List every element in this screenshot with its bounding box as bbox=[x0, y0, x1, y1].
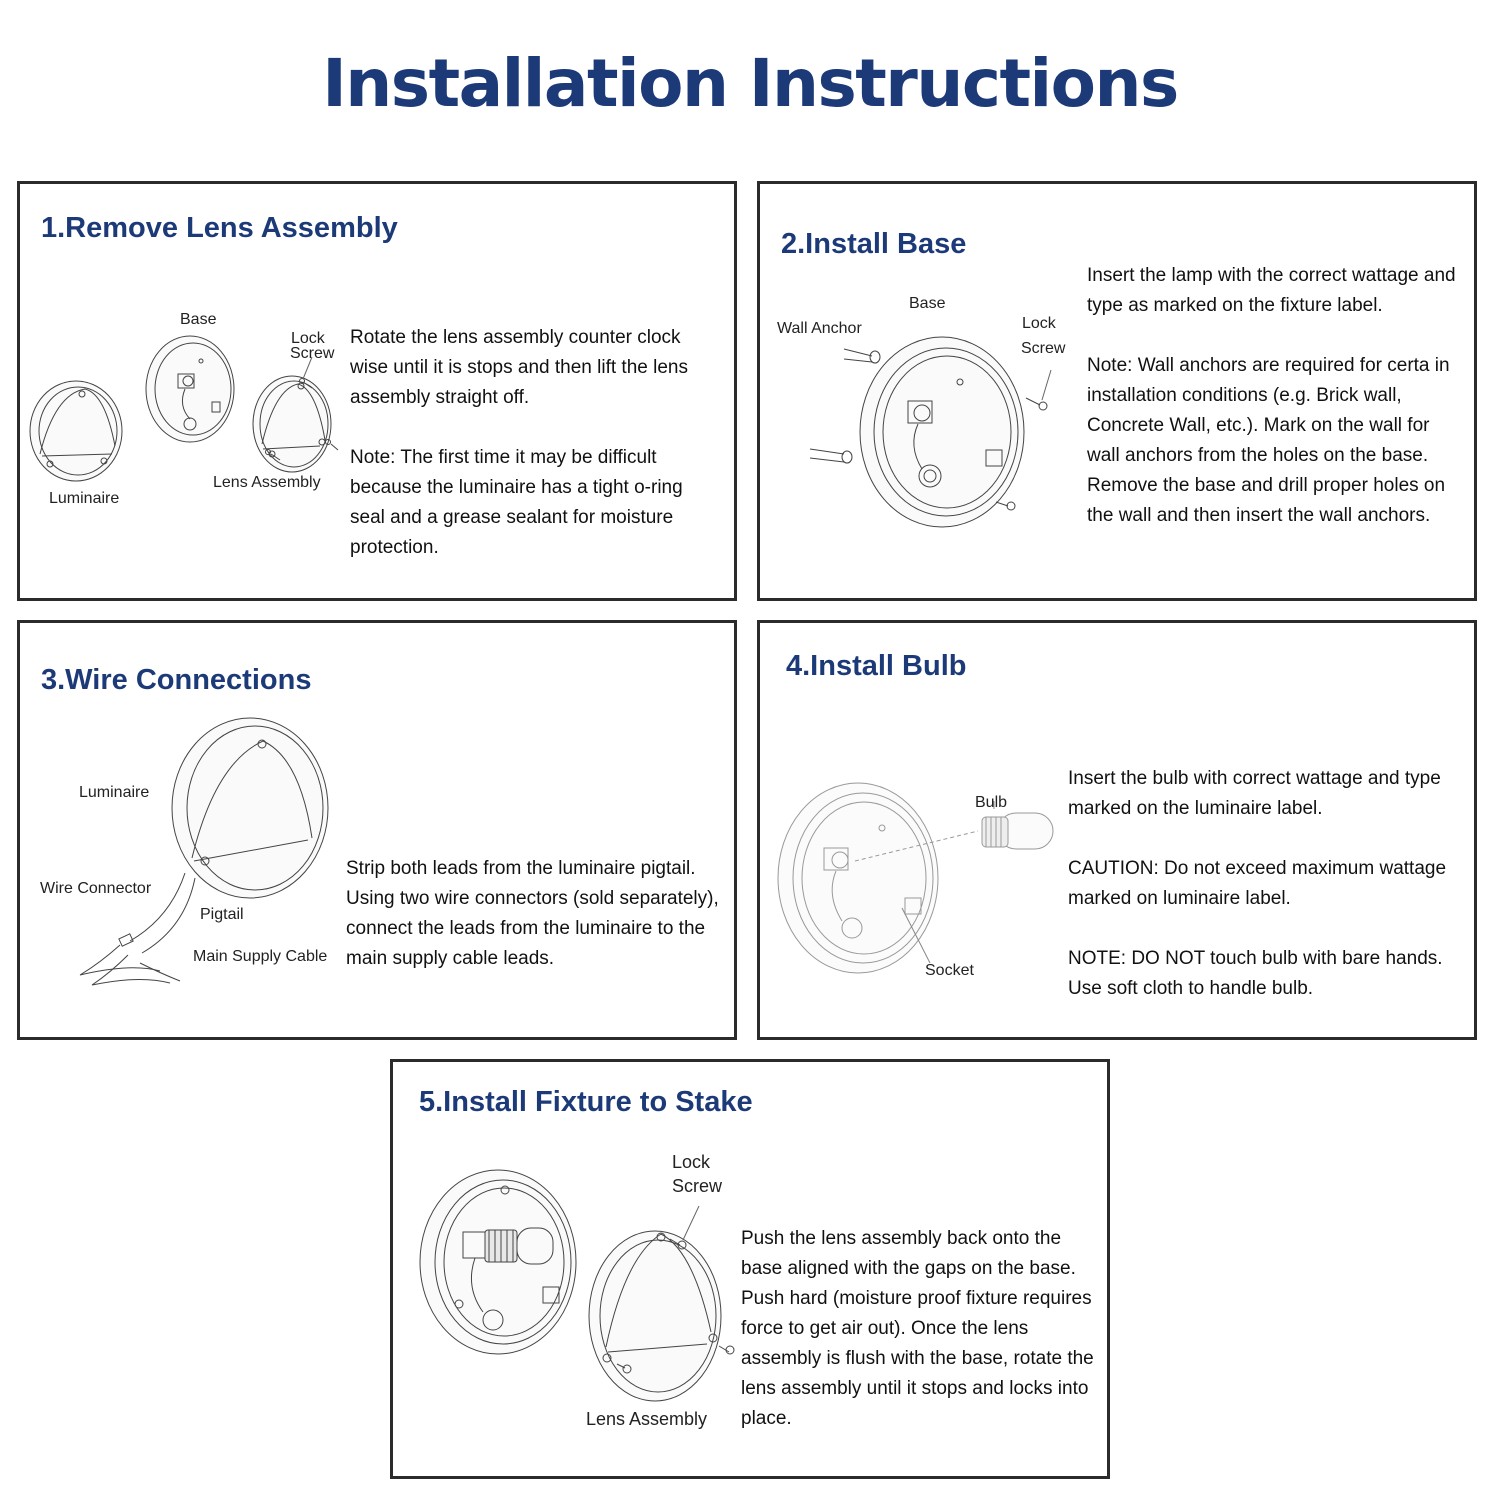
step-4-paragraph-2: CAUTION: Do not exceed maximum wattage marked on luminaire label. bbox=[1068, 858, 1447, 909]
step-5-illustration bbox=[393, 1062, 733, 1462]
label-socket: Socket bbox=[925, 962, 974, 979]
step-4-illustration bbox=[760, 623, 1080, 1023]
label-main-supply-cable: Main Supply Cable bbox=[193, 948, 328, 965]
step-1-instructions bbox=[350, 323, 720, 563]
step-1-title: 1.Remove Lens Assembly bbox=[41, 212, 398, 244]
step-4-panel bbox=[757, 620, 1477, 1040]
base-with-bulb-drawing bbox=[420, 1170, 576, 1354]
label-wall-anchor: Wall Anchor bbox=[777, 320, 862, 337]
step-2-paragraph-1: Insert the lamp with the correct wattage and type as marked on the fixture label. bbox=[1087, 265, 1456, 316]
label-bulb: Bulb bbox=[975, 794, 1008, 811]
label-luminaire: Luminaire bbox=[79, 784, 150, 801]
luminaire-drawing bbox=[172, 718, 328, 898]
socket-base-drawing bbox=[778, 783, 938, 973]
label-pigtail: Pigtail bbox=[200, 906, 244, 923]
step-3-title: 3.Wire Connections bbox=[41, 664, 312, 696]
step-5-panel bbox=[390, 1059, 1110, 1479]
step-3-instructions bbox=[346, 854, 724, 974]
lens-assembly-drawing bbox=[589, 1231, 721, 1401]
step-3-paragraph-1: Strip both leads from the luminaire pigtail. Using two wire connectors (sold separately), connect the leads from the luminaire to the main supply cable leads. bbox=[346, 858, 719, 969]
step-1-paragraph-1: Rotate the lens assembly counter clock wise until it is stops and then lift the lens assembly straight off. bbox=[350, 327, 688, 408]
step-4-paragraph-3: NOTE: DO NOT touch bulb with bare hands. Use soft cloth to handle bulb. bbox=[1068, 948, 1443, 999]
label-base: Base bbox=[909, 295, 946, 312]
label-lock: Lock bbox=[1022, 315, 1056, 332]
wall-base-drawing bbox=[860, 337, 1024, 527]
step-4-title: 4.Install Bulb bbox=[786, 650, 967, 682]
step-3-panel bbox=[17, 620, 737, 1040]
step-2-instructions bbox=[1087, 261, 1462, 531]
step-4-paragraph-1: Insert the bulb with correct wattage and type marked on the luminaire label. bbox=[1068, 768, 1441, 819]
step-2-illustration bbox=[760, 184, 1080, 584]
lens-assembly-drawing bbox=[253, 376, 331, 472]
label-luminaire: Luminaire bbox=[49, 490, 120, 507]
step-5-title: 5.Install Fixture to Stake bbox=[419, 1086, 753, 1118]
label-base: Base bbox=[180, 311, 217, 328]
label-lens-assembly: Lens Assembly bbox=[586, 1409, 708, 1429]
step-1-illustration bbox=[20, 184, 360, 584]
label-lock: Lock bbox=[291, 330, 325, 347]
step-5-instructions bbox=[741, 1224, 1101, 1434]
label-screw: Screw bbox=[290, 345, 335, 362]
step-4-instructions bbox=[1068, 764, 1453, 1004]
step-2-title: 2.Install Base bbox=[781, 228, 967, 260]
label-screw: Screw bbox=[672, 1176, 723, 1196]
luminaire-drawing bbox=[30, 381, 122, 481]
step-2-paragraph-2: Note: Wall anchors are required for certa in installation conditions (e.g. Brick wall, Concrete Wall, etc.). Mark on the wall for wall anchors from the holes on the base. Remove the base and drill proper holes on the wall and then insert the wall anchors. bbox=[1087, 355, 1450, 526]
label-screw: Screw bbox=[1021, 340, 1066, 357]
label-wire-connector: Wire Connector bbox=[40, 880, 152, 897]
step-1-paragraph-2: Note: The first time it may be difficult because the luminaire has a tight o-ring seal and a grease sealant for moisture protection. bbox=[350, 447, 683, 558]
label-lock: Lock bbox=[672, 1152, 711, 1172]
step-1-panel bbox=[17, 181, 737, 601]
label-lens-assembly: Lens Assembly bbox=[213, 474, 321, 491]
step-5-paragraph-1: Push the lens assembly back onto the base aligned with the gaps on the base. Push hard (moisture proof fixture requires force to get air out). Once the lens assembly is flush with the base, rotate the lens assembly until it stops and locks into place. bbox=[741, 1228, 1094, 1429]
page-title: Installation Instructions bbox=[322, 45, 1178, 122]
base-drawing bbox=[146, 336, 234, 442]
step-2-panel bbox=[757, 181, 1477, 601]
